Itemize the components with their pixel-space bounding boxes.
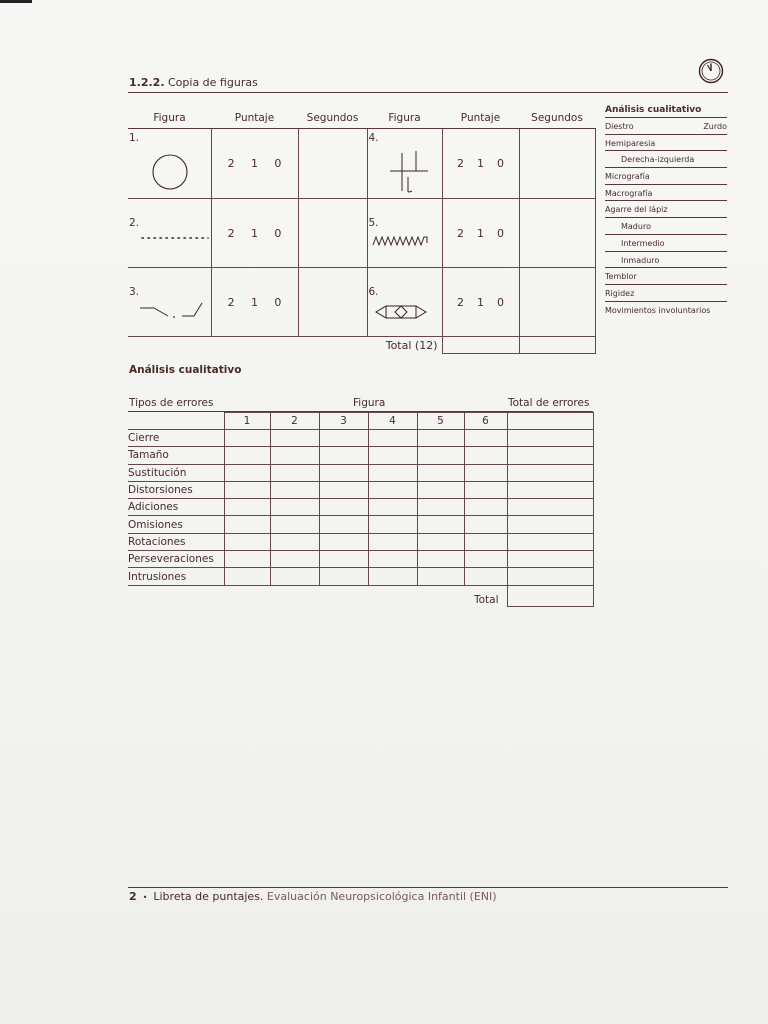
- error-cell[interactable]: [368, 551, 417, 568]
- error-cell[interactable]: [368, 516, 417, 533]
- score-cell[interactable]: [211, 199, 298, 268]
- table-row: [128, 268, 595, 337]
- error-type-label: Perseveraciones: [128, 551, 224, 568]
- error-cell[interactable]: [224, 516, 270, 533]
- error-cell[interactable]: [417, 516, 464, 533]
- score-option-0[interactable]: 0: [497, 226, 504, 240]
- error-cell[interactable]: [464, 533, 507, 550]
- total-errors-cell[interactable]: [507, 464, 593, 481]
- qualitative-title: Análisis cualitativo: [129, 364, 242, 376]
- table-row: [128, 430, 593, 447]
- score-option-2[interactable]: 2: [227, 295, 235, 309]
- error-cell[interactable]: [368, 533, 417, 550]
- score-option-0[interactable]: 0: [274, 157, 282, 170]
- side-item-label: Hemiparesia: [605, 138, 656, 148]
- error-cell[interactable]: [464, 568, 507, 585]
- figure-header: Figura: [353, 397, 386, 409]
- side-item-label: Derecha-izquierda: [621, 155, 695, 165]
- total-errors-header: Total de errores: [508, 397, 590, 409]
- diamond-rectangle-figure: [374, 303, 430, 321]
- booklet-title: Libreta de puntajes.: [153, 890, 264, 903]
- score-option-2[interactable]: 2: [457, 226, 464, 240]
- error-cell[interactable]: [319, 430, 368, 447]
- side-item-label: Macrografía: [605, 188, 653, 198]
- score-cell[interactable]: [442, 199, 519, 268]
- score-option-1[interactable]: 1: [250, 295, 258, 309]
- grand-total-row: [128, 585, 593, 606]
- footer-separator: •: [142, 892, 148, 902]
- figures-score-table: [128, 108, 596, 354]
- score-cell[interactable]: [211, 268, 298, 337]
- zigzag-figure: [371, 233, 431, 249]
- score-option-0[interactable]: 0: [274, 295, 282, 309]
- error-type-label: Distorsiones: [128, 481, 224, 498]
- figure-col-2: 2: [270, 413, 319, 430]
- error-type-label: Intrusiones: [128, 568, 224, 585]
- figure-cell-6: [367, 268, 442, 337]
- error-cell[interactable]: [417, 447, 464, 464]
- side-item-rigidez[interactable]: [605, 285, 727, 302]
- error-cell[interactable]: [224, 464, 270, 481]
- total-errors-cell[interactable]: [507, 516, 593, 533]
- side-item-label: Maduro: [621, 222, 651, 232]
- col-header-puntaje-right: Puntaje: [442, 108, 519, 129]
- error-cell[interactable]: [270, 464, 319, 481]
- section-heading: [129, 76, 258, 89]
- table-row: [128, 481, 593, 498]
- error-cell[interactable]: [319, 464, 368, 481]
- error-cell[interactable]: [319, 533, 368, 550]
- total-errors-cell[interactable]: [507, 413, 593, 430]
- booklet-subtitle: Evaluación Neuropsicológica Infantil (ENI): [266, 890, 497, 903]
- figure-col-3: 3: [319, 413, 368, 430]
- col-header-segundos-left: Segundos: [298, 108, 367, 129]
- seconds-cell[interactable]: [298, 268, 367, 337]
- section-title: Copia de figuras: [168, 76, 258, 89]
- figure-cell-4: [367, 129, 442, 199]
- score-option-0[interactable]: 0: [274, 226, 282, 240]
- seconds-cell[interactable]: [519, 129, 595, 199]
- error-cell[interactable]: [319, 499, 368, 516]
- error-cell[interactable]: [319, 568, 368, 585]
- total-row: [128, 337, 595, 354]
- side-item-label: Temblor: [605, 272, 637, 282]
- score-option-2[interactable]: 2: [457, 295, 464, 309]
- col-header-puntaje-left: Puntaje: [211, 108, 298, 129]
- total-errors-cell[interactable]: [507, 430, 593, 447]
- total-seconds-box[interactable]: [519, 337, 595, 354]
- figure-col-1: 1: [224, 413, 270, 430]
- error-cell[interactable]: [464, 499, 507, 516]
- side-item-hemiparesia[interactable]: [605, 135, 727, 152]
- error-type-label: Adiciones: [128, 499, 224, 516]
- error-cell[interactable]: [224, 551, 270, 568]
- total-errors-cell[interactable]: [507, 499, 593, 516]
- score-option-1[interactable]: 1: [250, 157, 258, 170]
- error-cell[interactable]: [270, 568, 319, 585]
- error-cell[interactable]: [319, 447, 368, 464]
- figure-number: 5.: [368, 217, 379, 229]
- score-option-1[interactable]: 1: [250, 226, 258, 240]
- angle-lines-figure: [138, 300, 204, 320]
- error-cell[interactable]: [368, 568, 417, 585]
- side-item-label: Micrografía: [605, 172, 650, 182]
- total-errors-cell[interactable]: [507, 481, 593, 498]
- error-cell[interactable]: [417, 481, 464, 498]
- table-row: [128, 447, 593, 464]
- seconds-cell[interactable]: [519, 268, 595, 337]
- error-types-header: Tipos de errores: [129, 397, 214, 409]
- total-label: Total (12): [385, 338, 438, 352]
- table-row: [128, 516, 593, 533]
- side-item-label: Agarre del lápiz: [605, 205, 668, 215]
- error-cell[interactable]: [224, 430, 270, 447]
- side-item-agarre[interactable]: [605, 201, 727, 218]
- error-cell[interactable]: [319, 551, 368, 568]
- score-option-1[interactable]: 1: [477, 157, 484, 170]
- error-type-label: Rotaciones: [128, 533, 224, 550]
- error-cell[interactable]: [417, 430, 464, 447]
- error-cell[interactable]: [417, 464, 464, 481]
- figures-table-header: [128, 108, 595, 129]
- col-header-segundos-right: Segundos: [519, 108, 595, 129]
- figure-number: 2.: [129, 217, 140, 229]
- error-type-label: Tamaño: [128, 447, 224, 464]
- side-item-inmaduro[interactable]: [605, 252, 727, 269]
- figure-number: 4.: [368, 132, 379, 144]
- header-rule: [128, 92, 728, 93]
- error-cell[interactable]: [368, 464, 417, 481]
- figure-cell-1: [128, 129, 211, 199]
- seconds-cell[interactable]: [298, 199, 367, 268]
- page-number: 2: [129, 890, 137, 903]
- scan-corner-mark: [0, 0, 32, 3]
- error-cell[interactable]: [464, 430, 507, 447]
- table-row: [128, 499, 593, 516]
- error-cell[interactable]: [464, 447, 507, 464]
- clock-icon: [698, 58, 724, 84]
- side-item-intermedio[interactable]: [605, 235, 727, 252]
- figure-col-6: 6: [464, 413, 507, 430]
- side-item-label: Rigidez: [605, 288, 635, 298]
- total-errors-cell[interactable]: [507, 447, 593, 464]
- error-cell[interactable]: [417, 551, 464, 568]
- side-item-micrografia[interactable]: [605, 168, 727, 185]
- error-cell[interactable]: [270, 533, 319, 550]
- error-cell[interactable]: [368, 447, 417, 464]
- table-row: [128, 464, 593, 481]
- table-row: [128, 551, 593, 568]
- dotted-line-figure: [140, 235, 210, 241]
- error-cell[interactable]: [368, 499, 417, 516]
- score-option-0[interactable]: 0: [497, 157, 504, 170]
- error-cell[interactable]: [417, 533, 464, 550]
- side-item-maduro[interactable]: [605, 218, 727, 235]
- error-cell[interactable]: [464, 481, 507, 498]
- cross-hook-figure: [388, 147, 432, 195]
- error-cell[interactable]: [270, 430, 319, 447]
- error-cell[interactable]: [319, 516, 368, 533]
- col-header-figura-right: Figura: [367, 108, 442, 129]
- side-item-label: Intermedio: [621, 238, 665, 248]
- error-cell[interactable]: [464, 464, 507, 481]
- error-cell[interactable]: [224, 447, 270, 464]
- grand-total-box[interactable]: [507, 585, 593, 606]
- side-item-label: Diestro: [605, 122, 634, 131]
- score-option-0[interactable]: 0: [497, 295, 504, 309]
- figure-number-row: [128, 413, 593, 430]
- total-errors-cell[interactable]: [507, 533, 593, 550]
- score-option-2[interactable]: 2: [227, 226, 235, 240]
- figure-number: 3.: [129, 286, 140, 298]
- error-cell[interactable]: [464, 516, 507, 533]
- seconds-cell[interactable]: [519, 199, 595, 268]
- figure-number: 1.: [129, 132, 140, 144]
- error-cell[interactable]: [270, 499, 319, 516]
- error-cell[interactable]: [270, 481, 319, 498]
- error-cell[interactable]: [224, 481, 270, 498]
- side-panel-title: Análisis cualitativo: [605, 103, 727, 118]
- total-errors-cell[interactable]: [507, 551, 593, 568]
- error-cell[interactable]: [319, 481, 368, 498]
- error-cell[interactable]: [270, 447, 319, 464]
- table-row: [128, 199, 595, 268]
- side-item-diestro-zurdo[interactable]: [605, 118, 727, 135]
- circle-figure: [151, 153, 189, 191]
- side-item-temblor[interactable]: [605, 268, 727, 285]
- side-item-derecha-izquierda[interactable]: [605, 151, 727, 168]
- error-cell[interactable]: [368, 481, 417, 498]
- figure-cell-5: [367, 199, 442, 268]
- error-cell[interactable]: [417, 568, 464, 585]
- figure-col-5: 5: [417, 413, 464, 430]
- error-type-label: Sustitución: [128, 464, 224, 481]
- side-qualitative-panel: [605, 103, 727, 318]
- error-cell[interactable]: [464, 551, 507, 568]
- side-item-movimientos[interactable]: [605, 302, 727, 319]
- error-cell[interactable]: [368, 430, 417, 447]
- error-cell[interactable]: [270, 516, 319, 533]
- score-cell[interactable]: [442, 268, 519, 337]
- figure-number: 6.: [368, 286, 379, 298]
- error-analysis-table: [128, 412, 594, 607]
- figure-cell-3: [128, 268, 211, 337]
- side-item-macrografia[interactable]: [605, 185, 727, 202]
- side-item-label: Inmaduro: [621, 255, 660, 265]
- side-item-right-label: Zurdo: [703, 122, 727, 131]
- table-row: [128, 129, 595, 199]
- score-option-1[interactable]: 1: [477, 226, 484, 240]
- col-header-figura-left: Figura: [128, 108, 211, 129]
- footer: [129, 890, 497, 903]
- total-score-box[interactable]: [442, 337, 519, 354]
- error-cell[interactable]: [270, 551, 319, 568]
- figure-col-4: 4: [368, 413, 417, 430]
- section-number: 1.2.2.: [129, 76, 165, 89]
- score-option-2[interactable]: 2: [227, 157, 235, 170]
- footer-rule: [128, 887, 728, 888]
- score-option-1[interactable]: 1: [477, 295, 484, 309]
- score-cell[interactable]: [211, 129, 298, 199]
- table-row: [128, 533, 593, 550]
- seconds-cell[interactable]: [298, 129, 367, 199]
- total-errors-cell[interactable]: [507, 568, 593, 585]
- error-cell[interactable]: [224, 568, 270, 585]
- error-type-label: Cierre: [128, 430, 224, 447]
- side-item-label: Movimientos involuntarios: [605, 305, 711, 315]
- score-option-2[interactable]: 2: [457, 157, 464, 170]
- error-type-label: Omisiones: [128, 516, 224, 533]
- grand-total-label: Total: [473, 594, 499, 607]
- error-cell[interactable]: [417, 499, 464, 516]
- score-cell[interactable]: [442, 129, 519, 199]
- error-cell[interactable]: [224, 499, 270, 516]
- table-row: [128, 568, 593, 585]
- error-cell[interactable]: [224, 533, 270, 550]
- figure-cell-2: [128, 199, 211, 268]
